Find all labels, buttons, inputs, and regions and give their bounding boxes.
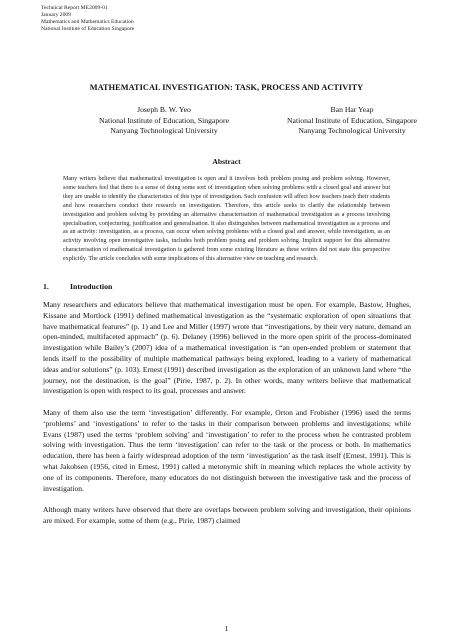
abstract-text: Many writers believe that mathematical investigation is open and it involves both problem posing and problem solving. However, some teachers feel that there is a sense of doing some sort of investigation when solving problems with a closed goal and answer but they are unable to identify the characteristics of this type of investigation. Such confusion will affect how teachers teach their students and how researchers conduct their research on investigation. Therefore, this article seeks to clarify the relationship between investigation and problem solving by providing an alternative characterisation of mathematical investigation as a process involving specialisation, conjecturing, justification and generalisation. It also distinguishes between mathematical investigation as a process and as an activity: investigation, as a process, can occur when solving problems with a closed goal and answer, while investigation, as an activity involving open investigative tasks, includes both problem posing and problem solving. Implicit support for this alternative characterisation of mathematical investigation is gathered from some existing literature as these writers did not state this perspective explicitly. The article concludes with some implications of this alternative view on teaching and research. xyxy=(63,176,390,263)
author-university: Nanyang Technological University xyxy=(110,126,218,135)
abstract-heading: Abstract xyxy=(212,157,241,166)
paragraph: Although many writers have observed that there are overlaps between problem solving and investigation, their opinions are mixed. For example, some of them (e.g., Pirie, 1987) claimed xyxy=(43,505,411,525)
body-text xyxy=(43,300,411,538)
page-number: 1 xyxy=(224,624,229,633)
report-institution: National Institute of Education Singapore xyxy=(41,26,135,32)
author-affiliation: National Institute of Education, Singapore xyxy=(286,115,417,125)
author-name: Ban Har Yeap xyxy=(330,105,374,114)
paper-title: MATHEMATICAL INVESTIGATION: TASK, PROCESS AND ACTIVITY xyxy=(89,83,364,92)
author-block-1 xyxy=(59,105,269,137)
author-affiliation: National Institute of Education, Singapore xyxy=(98,115,229,125)
report-date: January 2009 xyxy=(41,12,71,18)
report-department: Mathematics and Mathematics Education xyxy=(41,19,134,25)
paragraph: Many researchers and educators believe that mathematical investigation must be open. For example, Bastow, Hughes, Kissane and Mortlock (1991) defined mathematical investigation as the “systematic exploration of open situations that have mathematical features” (p. 1) and Lee and Miller (1997) wrote that “investigations, by their very nature, demand an open-minded, multifaceted approach” (p. 6). Delaney (1996) believed in the more open spirit of the process-dominated investigation while Bailey’s (2007) idea of a mathematical investigation is “an open-ended problem or statement that lends itself to the possibility of multiple mathematical pathways being explored, leading to a variety of mathematical ideas and/or solutions” (p. 103). Ernest (1991) described investigation as the exploration of an unknown land where “the journey, not the destination, is the goal” (Pirie, 1987, p. 2). In other words, many writers believe that mathematical investigation is open with respect to its goal, processes and answer. xyxy=(43,300,411,396)
section-title: Introduction xyxy=(70,282,113,291)
paragraph: Many of them also use the term ‘investigation’ differently. For example, Orton and Frobisher (1996) used the terms ‘problems’ and ‘investigations’ to refer to the tasks in their comparison between problems and investigations; while Evans (1987) used the terms ‘problem solving’ and ‘investigation’ to refer to the process when he contrasted problem solving with investigation. Thus the term ‘investigation’ can refer to the task or the process or both. In mathematics education, there has been a fairly widespread adoption of the term ‘investigation’ as the task itself (Ernest, 1991). This is what Jakobsen (1956, cited in Ernest, 1991) called a metonymic shift in meaning which replaces the whole activity by one of its components. Therefore, many educators do not distinguish between the investigative task and the process of investigation. xyxy=(43,407,411,493)
author-name: Joseph B. W. Yeo xyxy=(137,105,191,114)
author-university: Nanyang Technological University xyxy=(298,126,406,135)
section-heading xyxy=(43,282,112,291)
report-header xyxy=(41,5,134,33)
section-number: 1. xyxy=(43,282,49,291)
author-block-2 xyxy=(247,105,453,137)
report-number: Technical Report ME2009-01 xyxy=(41,5,108,11)
